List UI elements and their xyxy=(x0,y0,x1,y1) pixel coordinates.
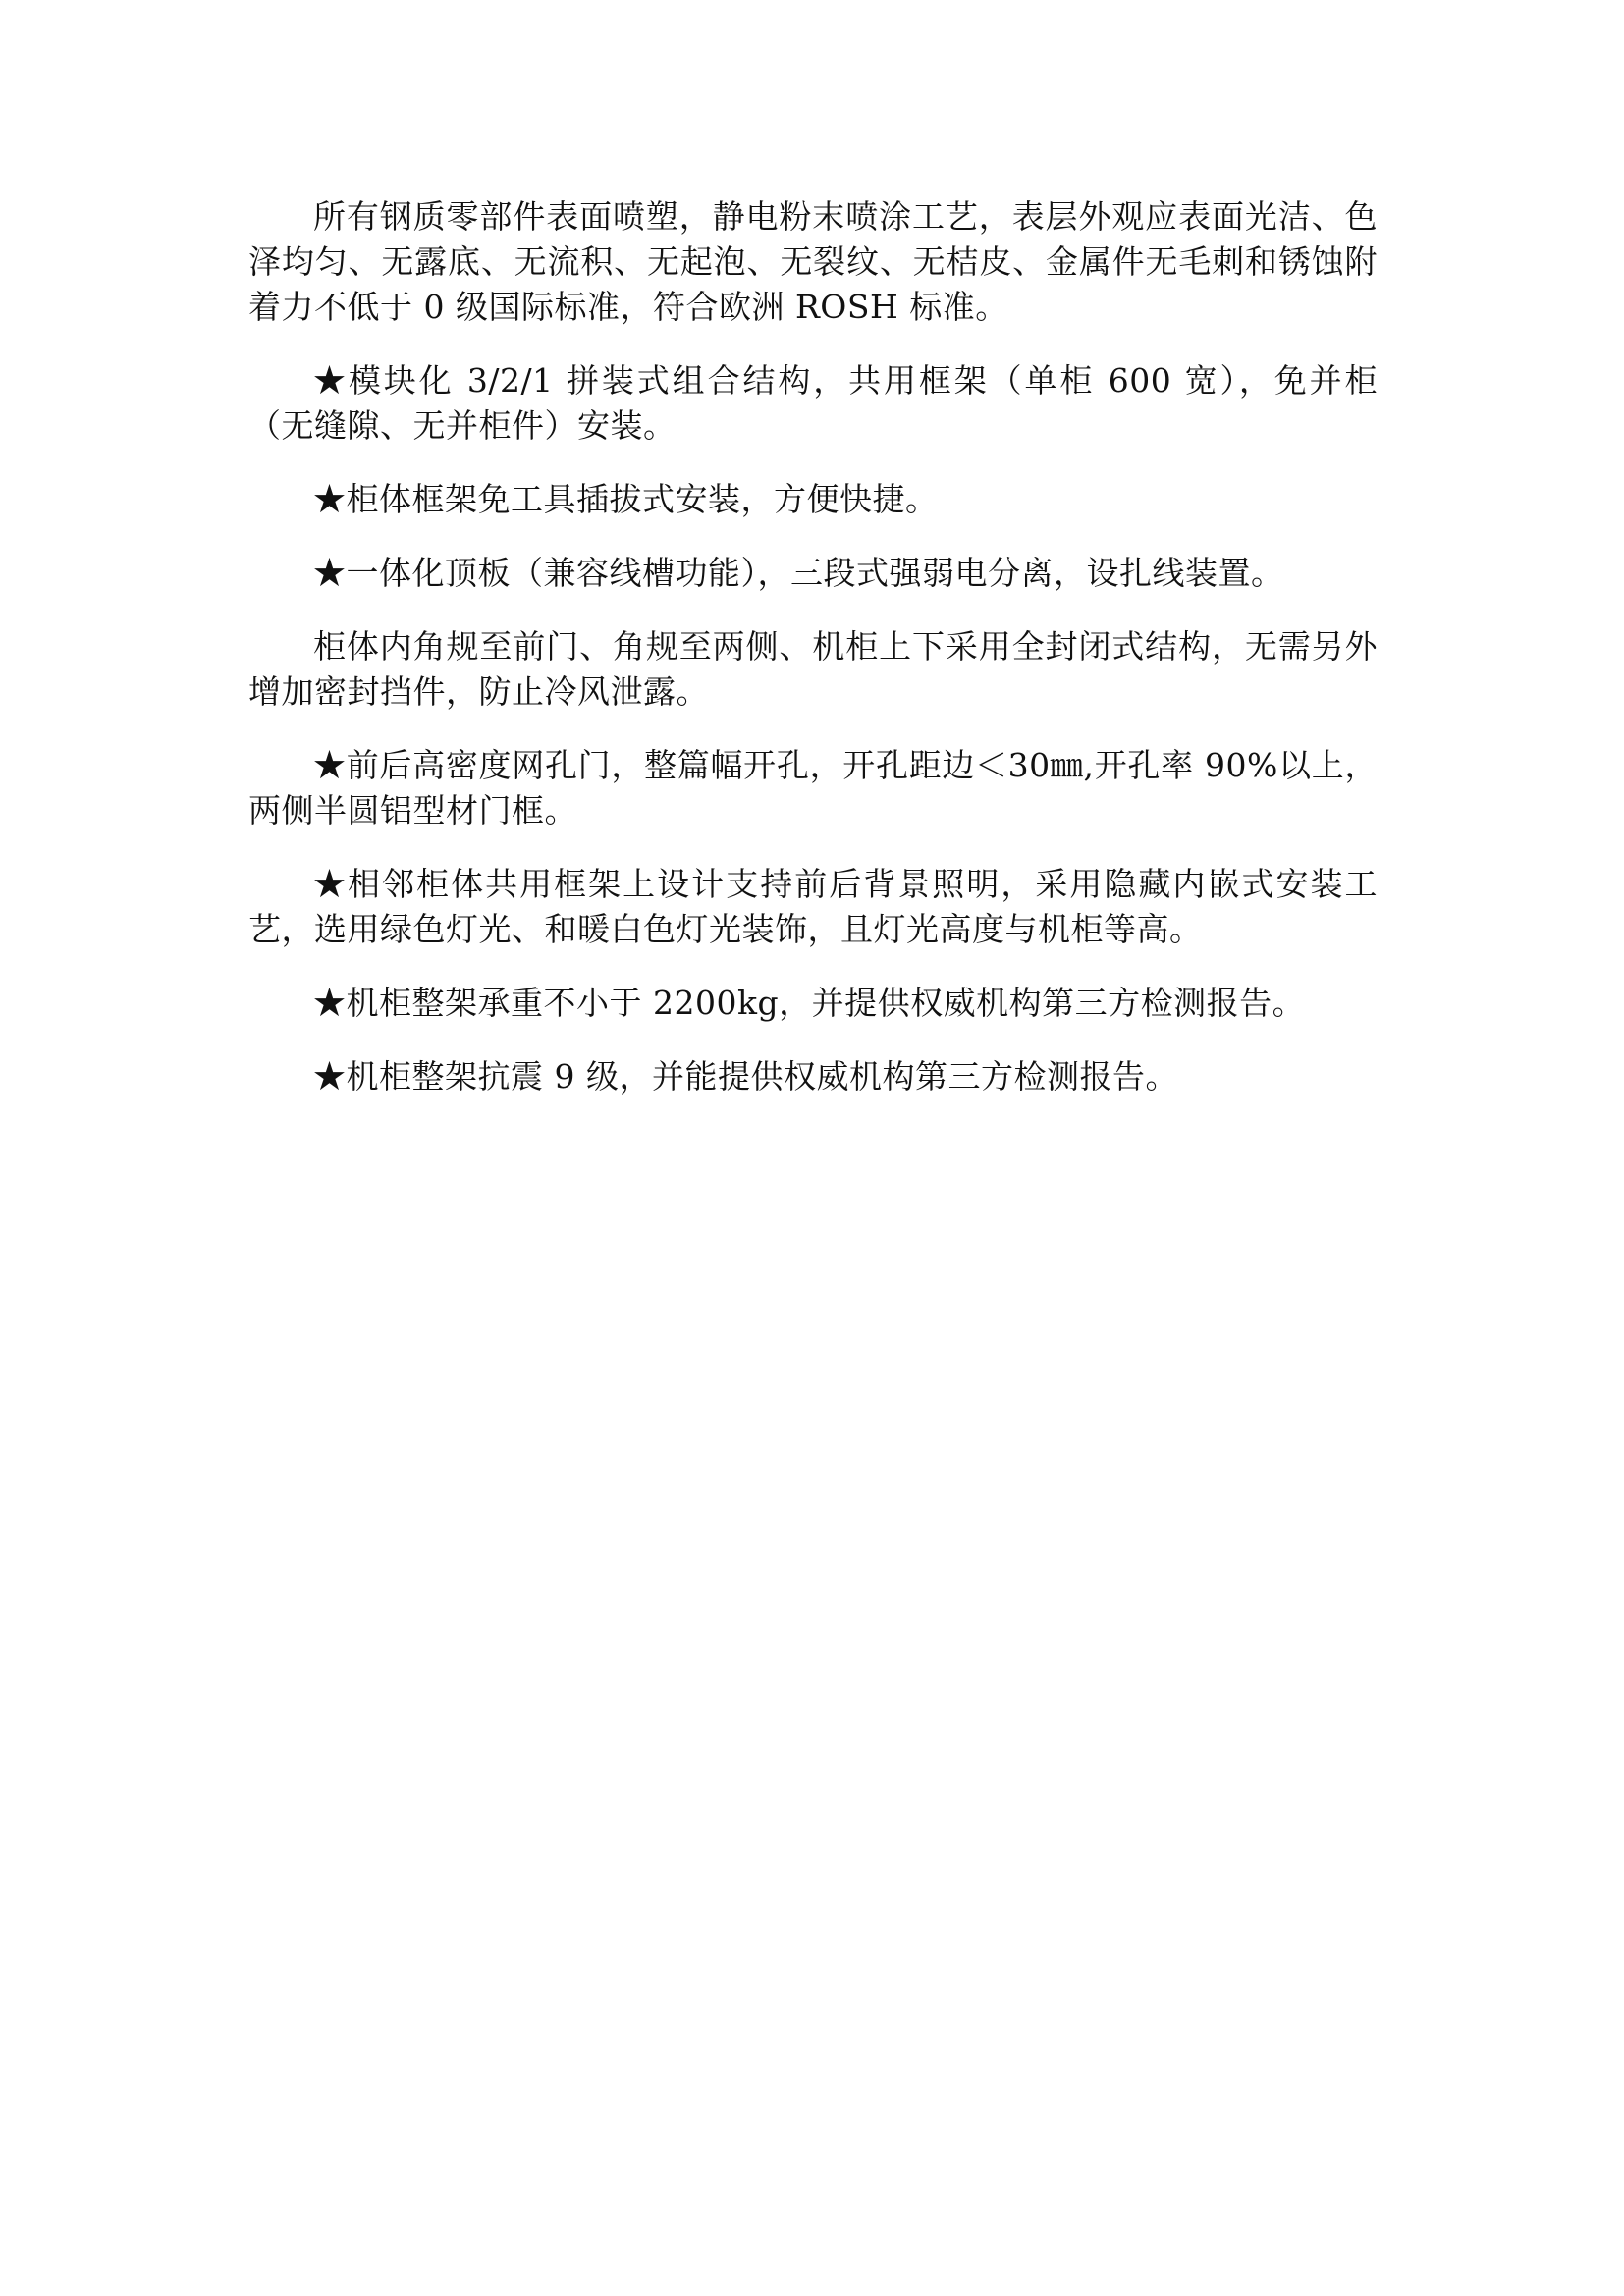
paragraph-lighting: ★相邻柜体共用框架上设计支持前后背景照明，采用隐藏内嵌式安装工艺，选用绿色灯光、和暖白色灯光装饰，且灯光高度与机柜等高。 xyxy=(248,865,1378,948)
paragraph-coating: 所有钢质零部件表面喷塑，静电粉末喷涂工艺，表层外观应表面光洁、色泽均匀、无露底、无流积、无起泡、无裂纹、无桔皮、金属件无毛刺和锈蚀附着力不低于 0 级国际标准，符合欧洲 ROSH 标准。 xyxy=(248,197,1378,326)
document-body xyxy=(248,194,1378,1128)
paragraph-top-panel: ★一体化顶板（兼容线槽功能），三段式强弱电分离，设扎线装置。 xyxy=(313,554,1284,592)
paragraph-sealed-structure: 柜体内角规至前门、角规至两侧、机柜上下采用全封闭式结构，无需另外增加密封挡件，防止冷风泄露。 xyxy=(248,627,1378,711)
paragraph-seismic: ★机柜整架抗震 9 级，并能提供权威机构第三方检测报告。 xyxy=(313,1057,1178,1095)
paragraph-modular-structure: ★模块化 3/2/1 拼装式组合结构，共用框架（单柜 600 宽），免并柜（无缝隙、无并柜件）安装。 xyxy=(248,361,1378,445)
paragraph-tool-free-install: ★柜体框架免工具插拔式安装，方便快捷。 xyxy=(313,480,939,518)
paragraph-mesh-doors: ★前后高密度网孔门，整篇幅开孔，开孔距边＜30㎜,开孔率 90%以上，两侧半圆铝型材门框。 xyxy=(248,746,1378,829)
paragraph-load-bearing: ★机柜整架承重不小于 2200kg，并提供权威机构第三方检测报告。 xyxy=(313,984,1306,1022)
